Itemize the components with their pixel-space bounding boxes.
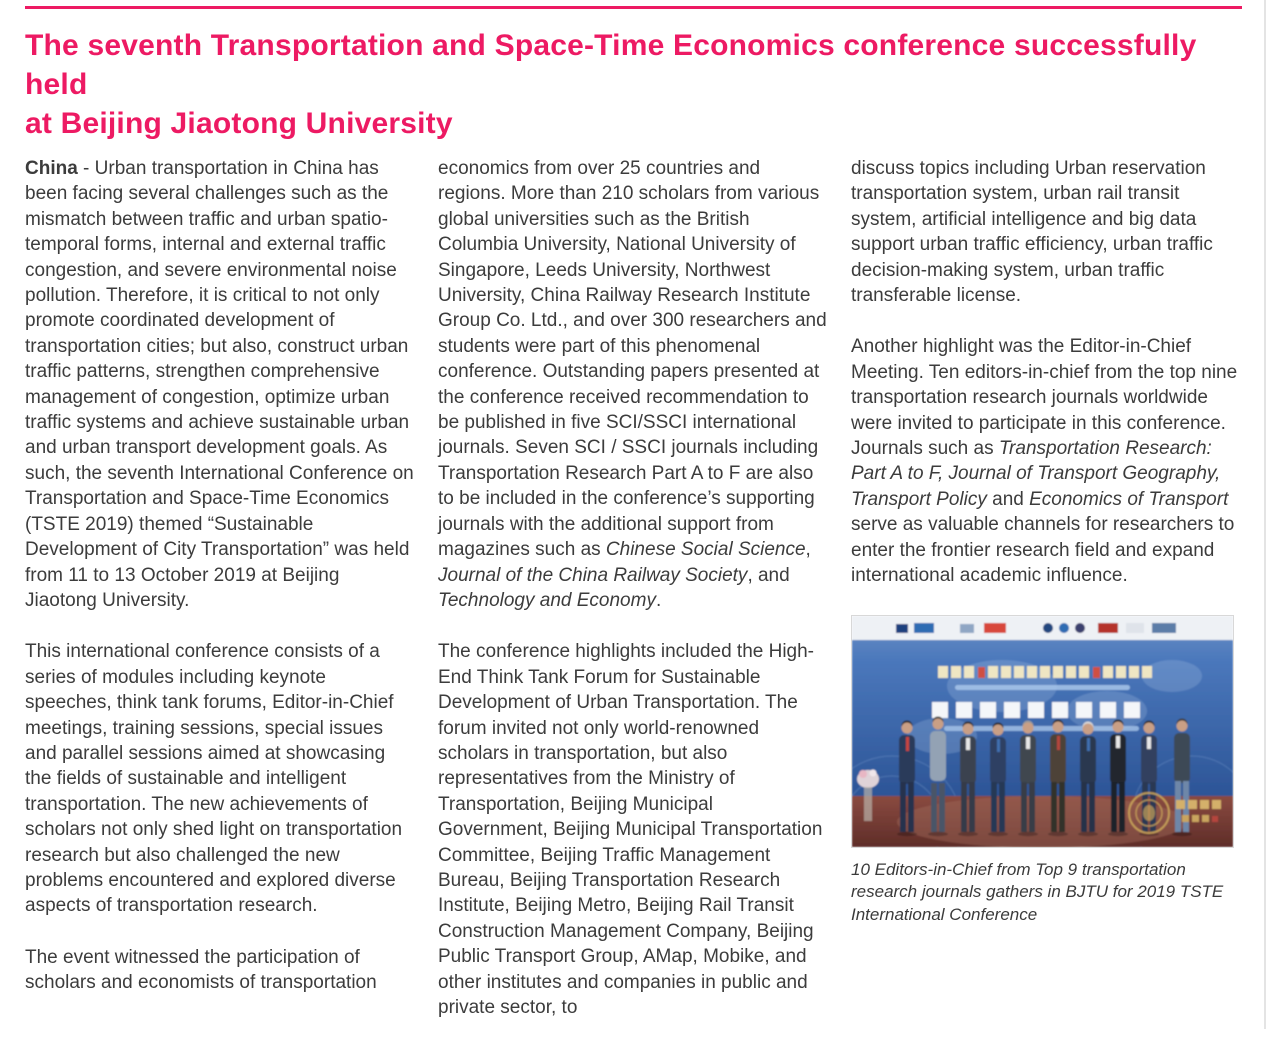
text-segment: The event witnessed the participation of scholars and economists of transportation — [25, 946, 377, 994]
text-segment: Technology and Economy — [438, 589, 656, 611]
page-title — [25, 26, 1240, 143]
column-1 — [25, 156, 414, 1046]
article-columns — [25, 156, 1240, 1046]
text-segment: and — [986, 488, 1030, 510]
text-segment: Chinese Social Science — [605, 539, 806, 561]
conference-photo-image — [852, 616, 1233, 847]
page-title-line-2: at Beijing Jiaotong University — [25, 107, 453, 140]
photo-banner-line-1 — [938, 666, 1152, 678]
text-segment: This international conference consists of a series of modules including keynote speeches, think tank forums, Editor-in-Chief meetings, training sessions, special issues and parallel sessions aimed at showcasing the fields of sustainable and intelligent transportation. The new achievements of scholars not only shed light on transportation research but also challenged the new problems encountered and explored diverse aspects of transportation research. — [25, 641, 403, 917]
text-segment: Another highlight was the Editor-in-Chief Meeting. Ten editors-in-chief from the top nine transportation research journals worldwide were invited to participate in this conference. Journals such as — [851, 336, 1238, 460]
column-2 — [438, 156, 827, 1046]
paragraph-forum-highlights — [438, 639, 827, 1020]
text-segment: serve as valuable channels for researchers to enter the frontier research field and expand international academic influence. — [851, 514, 1235, 587]
paragraph-scholars-journals — [438, 156, 827, 613]
text-segment: Economics of Transport — [1029, 488, 1229, 510]
page-title-line-1: The seventh Transportation and Space-Time Economics conference successfully held — [25, 29, 1197, 101]
photo-caption: 10 Editors-in-Chief from Top 9 transportation research journals gathers in BJTU for 2019 TSTE International Conference — [851, 859, 1224, 924]
text-segment: . — [655, 589, 662, 611]
text-segment: economics from over 25 countries and regions. More than 210 scholars from various global universities such as the British Columbia University, National University of Singapore, Leeds University, Northwest University, China Railway Research Institute Group Co. Ltd., and over 300 researchers and students were part of this phenomenal conference. Outstanding papers presented at the conference received recommendation to be published in five SCI/SSCI international journals. Seven SCI / SSCI journals including Transportation Research Part A to F are also to be included in the conference’s supporting journals with the additional support from magazines such as — [438, 158, 827, 561]
text-segment: discuss topics including Urban reservation transportation system, urban rail transit system, artificial intelligence and big data support urban traffic efficiency, urban traffic decision-making system, urban traffic transferable license. — [851, 158, 1213, 307]
text-segment: - Urban transportation in China has been facing several challenges such as the mismatch between traffic and urban spatio-temporal forms, internal and external traffic congestion, and severe environmental noise pollution. Therefore, it is critical to not only promote coordinated development of transportation cities; but also, construct urban traffic patterns, strengthen comprehensive management of congestion, optimize urban traffic systems and achieve sustainable urban and urban transport development goals. As such, the seventh International Conference on Transportation and Space-Time Economics (TSTE 2019) themed “Sustainable Development of City Transportation” was held from 11 to 13 October 2019 at Beijing Jiaotong University. — [25, 158, 414, 611]
paragraph-discussion-topics — [851, 156, 1240, 308]
paragraph-event-participation — [25, 945, 414, 996]
text-segment: China — [25, 158, 78, 179]
text-segment: Transportation Research: Part A to F, Journal of Transport Geography, Transport Policy — [851, 438, 1221, 510]
text-segment: The conference highlights included the High-End Think Tank Forum for Sustainable Development of Urban Transportation. The forum invited not only world-renowned scholars in transportation, but also representatives from the Ministry of Transportation, Beijing Municipal Government, Beijing Municipal Transportation Committee, Beijing Traffic Management Bureau, Beijing Transportation Research Institute, Beijing Metro, Beijing Rail Transit Construction Management Company, Beijing Public Transport Group, AMap, Mobike, and other institutes and companies in public and private sector, to — [438, 641, 823, 1018]
text-segment: , — [805, 539, 811, 561]
paragraph-conference-modules — [25, 639, 414, 918]
text-segment: Journal of the China Railway Society — [438, 564, 748, 586]
top-divider — [25, 6, 1242, 9]
text-segment: , and — [747, 564, 790, 586]
photo-banner-subtitle-1 — [955, 685, 1130, 690]
column-3 — [851, 156, 1240, 1046]
paragraph-china-intro — [25, 156, 414, 613]
photo-banner-line-2 — [932, 702, 1140, 718]
conference-group-photo — [851, 615, 1234, 848]
paragraph-editor-meeting — [851, 334, 1240, 588]
